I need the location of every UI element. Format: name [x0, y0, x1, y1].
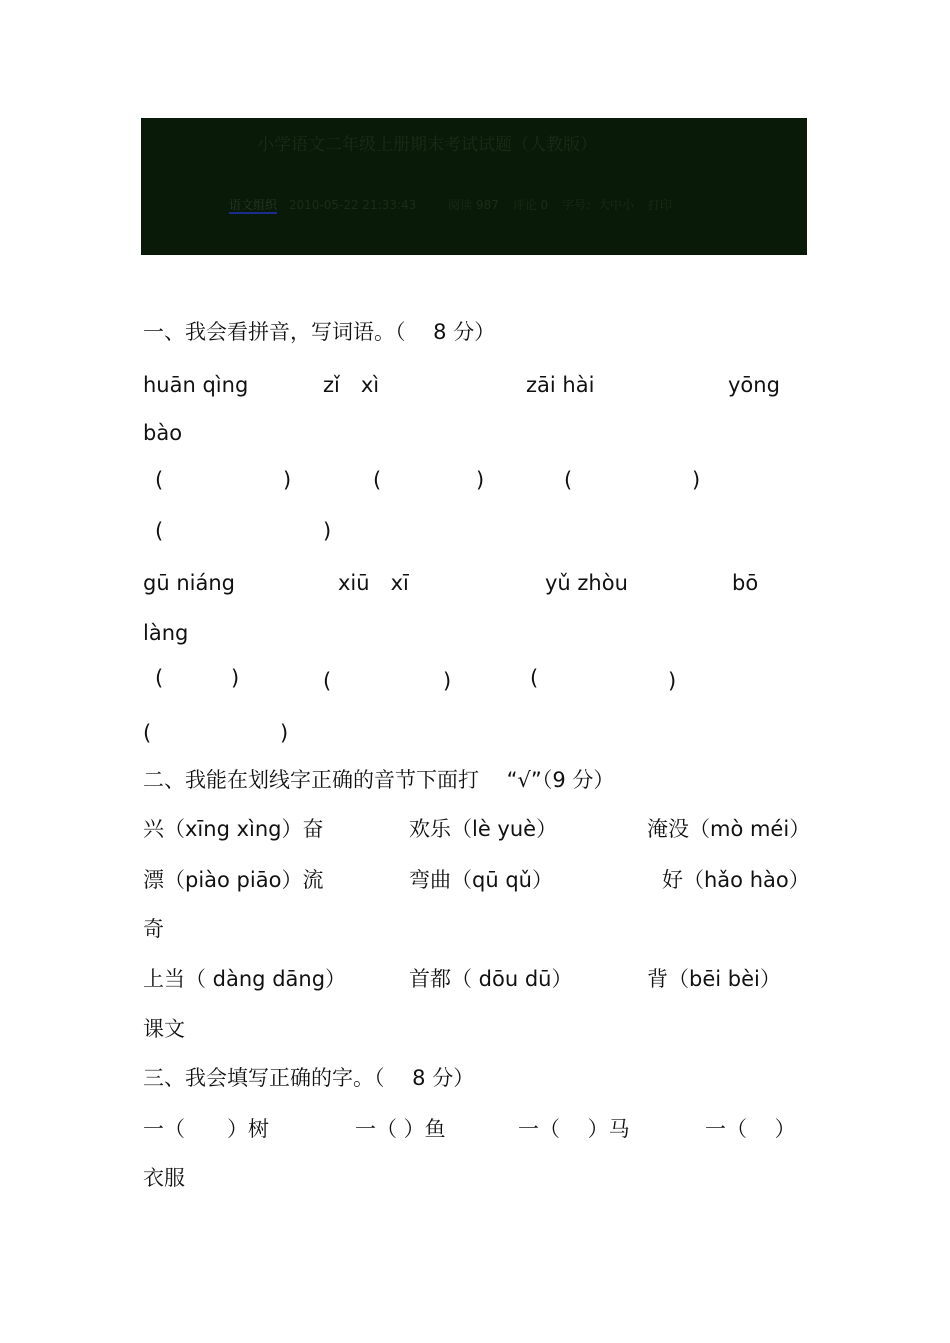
answer-blank-close: )	[283, 468, 292, 492]
article-meta	[229, 196, 682, 213]
section2-heading: 二、我能在划线字正确的音节下面打 “√”（9 分）	[143, 768, 615, 792]
print-link[interactable]: 打印	[647, 198, 672, 212]
pinyin-item: zǐ xì	[323, 373, 380, 397]
section3-heading: 三、我会填写正确的字。（ 8 分）	[143, 1066, 475, 1090]
choice-item-wrap: 奇	[143, 917, 164, 941]
answer-blank-close: )	[280, 721, 289, 745]
answer-blank-close: )	[443, 669, 452, 693]
choice-item: 欢乐（lè yuè）	[409, 817, 558, 841]
choice-item: 兴（xīng xìng）奋	[143, 817, 324, 841]
pinyin-item: bō	[732, 571, 759, 595]
measure-word-item: 一（ ）树	[143, 1117, 269, 1141]
choice-item: 淹没（mò méi）	[647, 817, 811, 841]
measure-word-item-wrap: 衣服	[143, 1166, 185, 1190]
pinyin-item: yōng	[728, 373, 780, 397]
article-title: 小学语文二年级上册期末考试试题（人教版）	[257, 135, 597, 155]
pinyin-item: huān qìng	[143, 373, 249, 397]
view-count: 阅读 987	[448, 198, 499, 212]
pinyin-item-wrap: bào	[143, 421, 183, 445]
choice-item: 好（hǎo hào）	[662, 868, 810, 892]
answer-blank-close: )	[323, 519, 332, 543]
answer-blank-close: )	[476, 468, 485, 492]
answer-blank[interactable]: (	[323, 669, 332, 693]
choice-item: 上当（ dàng dāng）	[143, 967, 347, 991]
answer-blank[interactable]: (	[155, 468, 164, 492]
answer-blank-close: )	[692, 468, 701, 492]
header-banner	[141, 118, 807, 255]
answer-blank[interactable]: (	[155, 519, 164, 543]
comment-count: 评论 0	[512, 198, 549, 212]
pinyin-item-wrap: làng	[143, 621, 189, 645]
section1-heading: 一、我会看拼音，写词语。（ 8 分）	[143, 320, 496, 344]
answer-blank[interactable]: (	[373, 468, 382, 492]
answer-blank[interactable]: (	[564, 468, 573, 492]
measure-word-item: 一（ ）马	[518, 1117, 630, 1141]
post-datetime: 2010-05-22 21:33:43	[288, 198, 417, 212]
pinyin-item: xiū xī	[338, 571, 409, 595]
pinyin-item: gū niáng	[143, 571, 235, 595]
answer-blank-close: )	[231, 666, 240, 690]
pinyin-item: zāi hài	[526, 373, 595, 397]
author-link[interactable]: 语文组织	[229, 198, 278, 212]
font-size-selector[interactable]: 字号：大中小	[561, 198, 634, 212]
choice-item: 背（bēi bèi）	[647, 967, 781, 991]
choice-item: 漂（piào piāo）流	[143, 868, 324, 892]
answer-blank-close: )	[668, 669, 677, 693]
answer-blank[interactable]: (	[530, 666, 539, 690]
answer-blank[interactable]: (	[155, 666, 164, 690]
choice-item-wrap: 课文	[143, 1017, 185, 1041]
measure-word-item: 一（ ）	[705, 1117, 796, 1141]
choice-item: 弯曲（qū qǔ）	[409, 868, 553, 892]
choice-item: 首都（ dōu dū）	[409, 967, 573, 991]
answer-blank[interactable]: (	[143, 721, 152, 745]
pinyin-item: yǔ zhòu	[545, 571, 628, 595]
measure-word-item: 一（ ）鱼	[355, 1117, 446, 1141]
